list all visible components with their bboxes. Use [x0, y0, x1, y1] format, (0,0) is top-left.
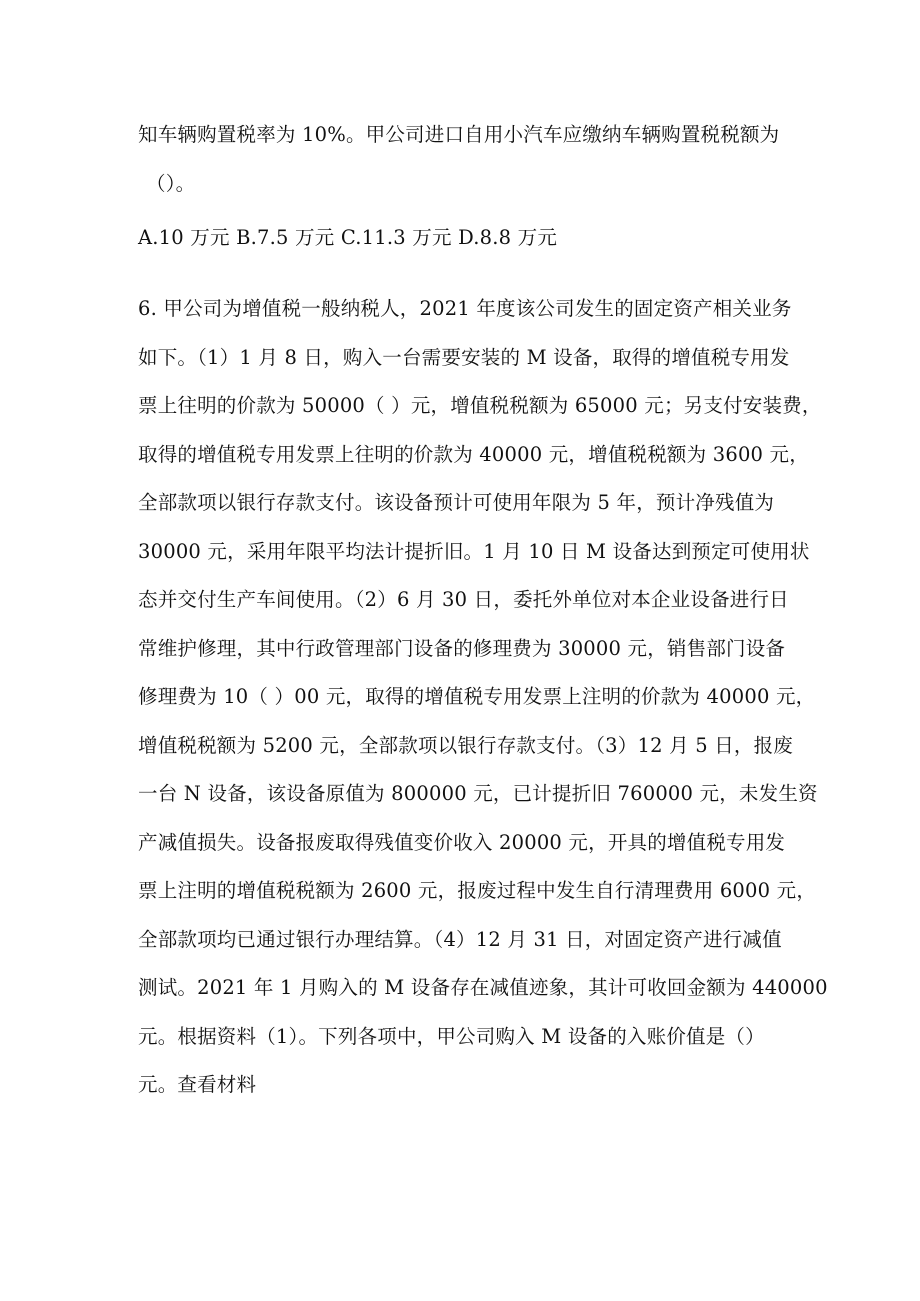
question-5-line-2: （）。	[146, 171, 196, 195]
question-5-options	[138, 214, 798, 263]
question-6-line: 30000 元，采用年限平均法计提折旧。1 月 10 日 M 设备达到预定可使用状	[138, 539, 810, 563]
question-6-line: 一台 N 设备，该设备原值为 800000 元，已计提折旧 760000 元，未发生资	[138, 782, 818, 805]
question-6-line: 常维护修理，其中行政管理部门设备的修理费为 30000 元，销售部门设备	[138, 636, 786, 660]
question-6-line: 增值税税额为 5200 元，全部款项以银行存款支付。（3）12 月 5 日，报废	[138, 733, 793, 757]
question-6-line: 产减值损失。设备报废取得残值变价收入 20000 元，开具的增值税专用发	[138, 830, 786, 854]
question-6-line: 元。查看材料	[138, 1073, 257, 1096]
question-5-tail	[138, 111, 798, 208]
question-6	[138, 285, 828, 1110]
question-6-line: 元。根据资料（1）。下列各项中，甲公司购入 M 设备的入账价值是（）	[138, 1024, 765, 1048]
question-6-line: 全部款项以银行存款支付。该设备预计可使用年限为 5 年，预计净残值为	[138, 491, 775, 514]
question-6-line: 态并交付生产车间使用。（2）6 月 30 日，委托外单位对本企业设备进行日	[138, 588, 789, 611]
question-5-options-line: A.10 万元 B.7.5 万元 C.11.3 万元 D.8.8 万元	[138, 226, 558, 249]
question-6-line: 6. 甲公司为增值税一般纳税人，2021 年度该公司发生的固定资产相关业务	[138, 297, 792, 320]
question-6-line: 取得的增值税专用发票上往明的价款为 40000 元，增值税税额为 3600 元，	[138, 442, 809, 466]
question-6-line: 修理费为 10（ ）00 元，取得的增值税专用发票上注明的价款为 40000 元，	[138, 685, 816, 708]
question-6-line: 票上注明的增值税税额为 2600 元，报废过程中发生自行清理费用 6000 元，	[138, 879, 817, 902]
question-6-line: 测试。2021 年 1 月购入的 M 设备存在减值迹象，其计可收回金额为 440000	[138, 976, 828, 999]
question-5-line-1: 知车辆购置税率为 10%。甲公司进口自用小汽车应缴纳车辆购置税税额为	[138, 123, 780, 146]
question-6-line: 如下。（1）1 月 8 日，购入一台需要安装的 M 设备，取得的增值税专用发	[138, 345, 790, 369]
question-6-line: 全部款项均已通过银行办理结算。（4）12 月 31 日，对固定资产进行减值	[138, 927, 782, 951]
question-6-line: 票上往明的价款为 50000（ ）元，增值税税额为 65000 元；另支付安装费，	[138, 394, 822, 417]
